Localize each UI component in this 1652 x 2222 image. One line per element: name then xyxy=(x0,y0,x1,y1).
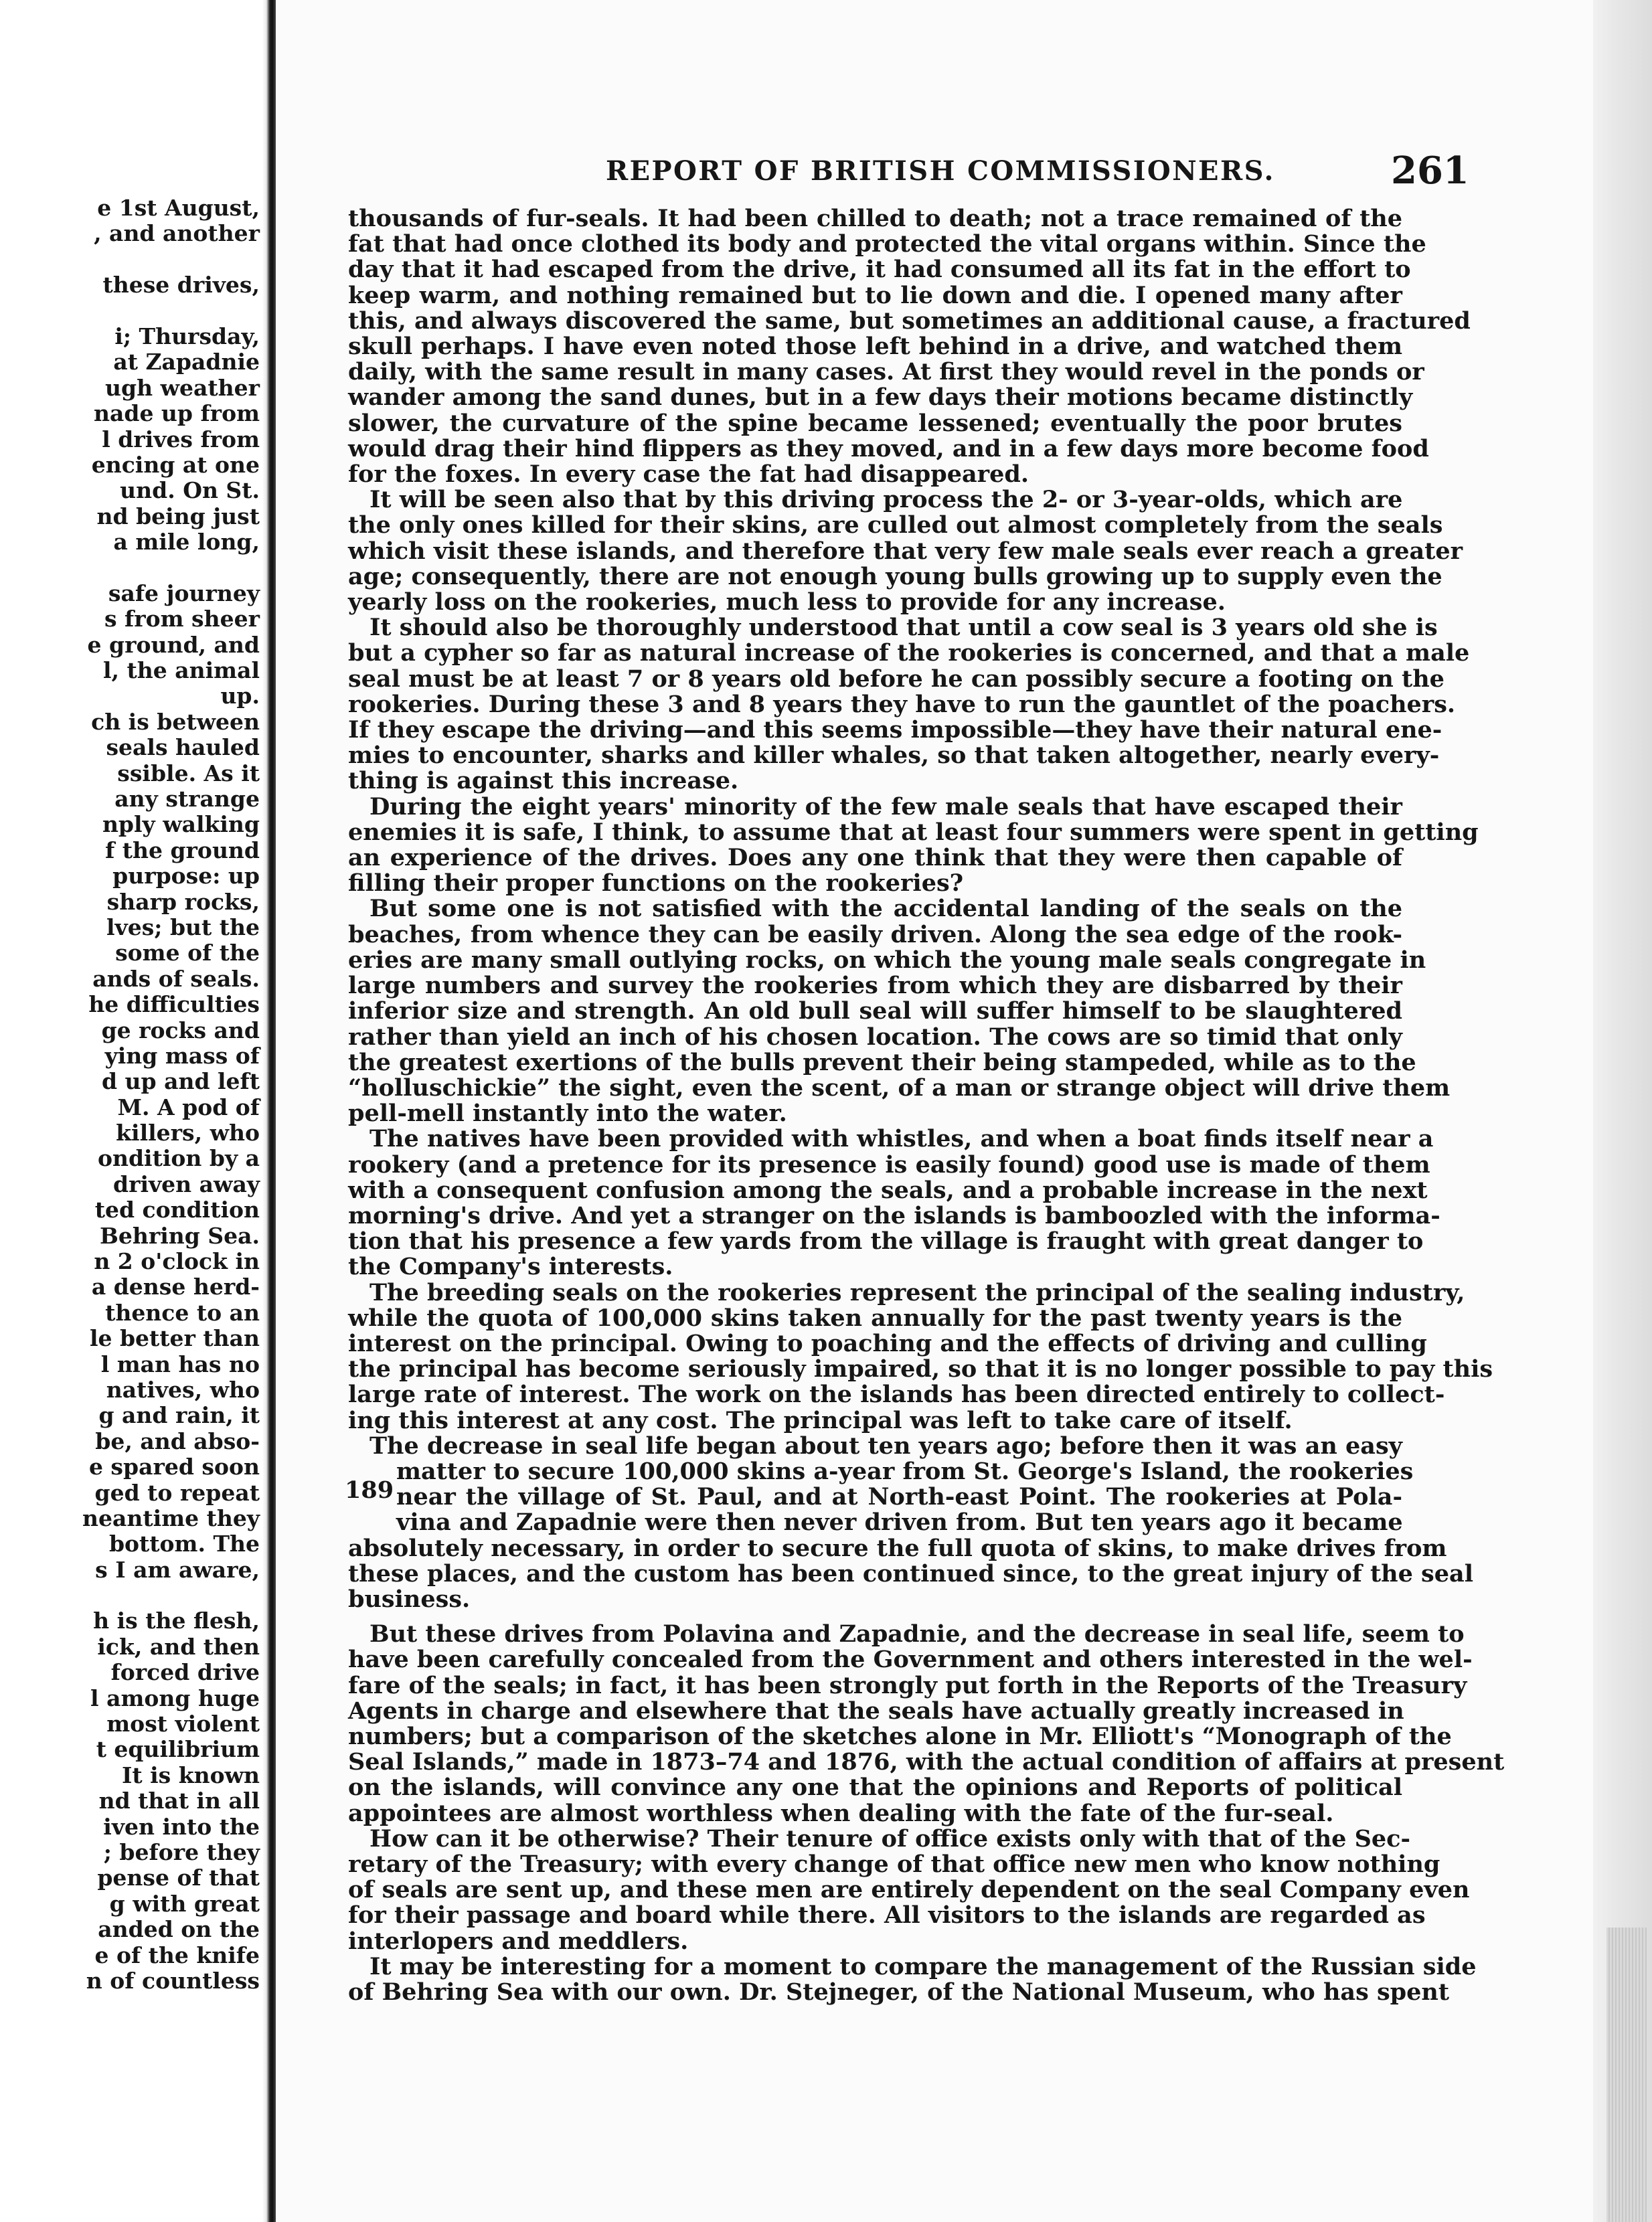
text-line: pell-mell instantly into the water. xyxy=(348,1100,787,1128)
text-line: The natives have been provided with whistles, and when a boat finds itself near a xyxy=(369,1125,1434,1153)
left-page-line: these drives, xyxy=(102,272,260,298)
left-page-line: iven into the xyxy=(103,1813,260,1840)
left-page-line: a mile long, xyxy=(113,529,260,556)
left-page-line: pense of that xyxy=(97,1865,260,1891)
left-page-line: most violent xyxy=(106,1711,260,1737)
left-page-line: ssible. As it xyxy=(117,760,260,786)
left-page-line: anded on the xyxy=(98,1916,260,1943)
body-text xyxy=(348,205,1505,2006)
left-page-line: lves; but the xyxy=(106,914,260,940)
text-line: which visit these islands, and therefore that very few male seals ever reach a greater xyxy=(348,537,1463,565)
text-line: ing this interest at any cost. The principal was left to take care of itself. xyxy=(348,1406,1293,1434)
paragraph xyxy=(348,486,1463,616)
left-page-line: nd that in all xyxy=(98,1788,260,1814)
margin-note: 189 xyxy=(345,1476,394,1504)
paragraph xyxy=(348,792,1479,898)
left-page-line: ged to repeat xyxy=(94,1479,260,1506)
text-line: How can it be otherwise? Their tenure of office exists only with that of the Sec- xyxy=(369,1824,1411,1853)
text-line: large numbers and survey the rookeries from which they are disbarred by their xyxy=(348,972,1402,1000)
left-page-line: forced drive xyxy=(110,1659,260,1686)
paragraph xyxy=(348,1432,1474,1613)
left-page-line: safe journey xyxy=(108,580,260,606)
text-line: the only ones killed for their skins, are culled out almost completely from the seals xyxy=(348,511,1443,539)
text-line: appointees are almost worthless when dealing with the fate of the fur-seal. xyxy=(348,1799,1334,1827)
left-page-line: e ground, and xyxy=(87,631,260,658)
text-line: rookery (and a pretence for its presence is easily found) good use is made of them xyxy=(348,1150,1430,1179)
left-page-line: natives, who xyxy=(106,1376,260,1403)
left-page-line: nd being just xyxy=(96,503,260,529)
text-line: morning's drive. And yet a stranger on the islands is bamboozled with the informa- xyxy=(348,1201,1440,1229)
paragraph xyxy=(348,614,1470,795)
text-line: interlopers and meddlers. xyxy=(348,1927,689,1955)
left-page-line: g and rain, it xyxy=(98,1402,260,1429)
text-line: this, and always discovered the same, but sometimes an additional cause, a fractured xyxy=(348,307,1471,335)
paragraph xyxy=(348,1620,1505,1827)
text-line: of seals are sent up, and these men are entirely dependent on the seal Company even xyxy=(348,1876,1470,1904)
text-line: large rate of interest. The work on the islands has been directed entirely to collect- xyxy=(348,1381,1445,1409)
left-page-line: nade up from xyxy=(94,400,260,427)
left-page-line: le better than xyxy=(89,1325,260,1352)
left-page-line: be, and abso- xyxy=(95,1428,260,1454)
left-page-line: bottom. The xyxy=(108,1531,260,1557)
text-line: have been carefully concealed from the Government and others interested in the wel- xyxy=(348,1646,1473,1674)
left-page-line: he difficulties xyxy=(88,991,260,1018)
text-line: It may be interesting for a moment to compare the management of the Russian side xyxy=(369,1952,1477,1980)
left-page-line: l among huge xyxy=(90,1685,260,1711)
text-line: fare of the seals; in fact, it has been strongly put forth in the Reports of the Treasury xyxy=(348,1671,1467,1699)
text-line: skull perhaps. I have even noted those left behind in a drive, and watched them xyxy=(348,333,1402,361)
text-line: beaches, from whence they can be easily driven. Along the sea edge of the rook- xyxy=(348,920,1402,948)
left-page-line: h is the flesh, xyxy=(93,1608,260,1634)
running-head: REPORT OF BRITISH COMMISSIONERS. xyxy=(606,155,1275,187)
book-gutter xyxy=(262,0,276,2222)
text-line: retary of the Treasury; with every change of that office new men who know nothing xyxy=(348,1851,1440,1878)
left-page-line xyxy=(0,247,260,272)
text-line: During the eight years' minority of the few male seals that have escaped their xyxy=(369,792,1402,821)
text-line: daily, with the same result in many cases. At first they would revel in the ponds or xyxy=(348,358,1424,386)
text-line: inferior size and strength. An old bull seal will suffer himself to be slaughtered xyxy=(348,997,1402,1025)
left-page-line: ; before they xyxy=(103,1839,260,1865)
left-page-line xyxy=(0,298,260,324)
text-line: matter to secure 100,000 skins a-year from St. George's Island, the rookeries xyxy=(396,1457,1414,1485)
page-edge xyxy=(1593,0,1652,2222)
text-line: If they escape the driving—and this seems impossible—they have their natural ene- xyxy=(348,716,1442,744)
text-line: eries are many small outlying rocks, on which the young male seals congregate in xyxy=(348,946,1426,974)
left-page-line: s from sheer xyxy=(104,606,260,632)
left-page-line: n 2 o'clock in xyxy=(94,1248,260,1275)
left-page-line: sharp rocks, xyxy=(106,888,260,915)
left-page-line: thence to an xyxy=(105,1299,260,1326)
text-line: thousands of fur-seals. It had been chilled to death; not a trace remained of the xyxy=(348,205,1402,232)
left-page-line: ted condition xyxy=(94,1197,260,1223)
text-line: for the foxes. In every case the fat had disappeared. xyxy=(348,460,1029,489)
left-page-line: killers, who xyxy=(116,1120,260,1146)
text-line: seal must be at least 7 or 8 years old before he can possibly secure a footing on the xyxy=(348,665,1444,693)
text-line: slower, the curvature of the spine became lessened; eventually the poor brutes xyxy=(348,409,1402,437)
left-page-line: ugh weather xyxy=(105,374,260,401)
text-line: but a cypher so far as natural increase of the rookeries is concerned, and that a male xyxy=(348,639,1470,667)
text-line: fat that had once clothed its body and protected the vital organs within. Since the xyxy=(348,230,1426,258)
text-line: the greatest exertions of the bulls prevent their being stampeded, while as to the xyxy=(348,1048,1416,1076)
left-page-line xyxy=(0,1583,260,1608)
text-line: age; consequently, there are not enough young bulls growing up to supply even the xyxy=(348,562,1442,590)
left-page-line: ge rocks and xyxy=(101,1017,260,1043)
text-line: with a consequent confusion among the seals, and a probable increase in the next xyxy=(348,1176,1428,1204)
text-line: of Behring Sea with our own. Dr. Stejneger, of the National Museum, who has spent xyxy=(348,1978,1450,2006)
text-line: But some one is not satisfied with the accidental landing of the seals on the xyxy=(369,895,1402,923)
left-page-line: , and another xyxy=(94,220,260,247)
left-page-line: some of the xyxy=(115,940,260,966)
left-page-line: d up and left xyxy=(101,1068,260,1095)
text-line: an experience of the drives. Does any one think that they were then capable of xyxy=(348,844,1402,872)
text-line: The breeding seals on the rookeries represent the principal of the sealing industry, xyxy=(369,1278,1465,1306)
left-page-line: purpose: up xyxy=(112,863,260,889)
left-page-line: e of the knife xyxy=(94,1942,260,1968)
text-line: wander among the sand dunes, but in a few days their motions became distinctly xyxy=(348,383,1413,412)
left-page-line: s I am aware, xyxy=(95,1556,260,1583)
left-page-line: t equilibrium xyxy=(96,1736,260,1763)
left-page-line: seals hauled xyxy=(106,734,260,761)
text-line: It should also be thoroughly understood that until a cow seal is 3 years old she is xyxy=(369,614,1438,642)
text-line: the principal has become seriously impaired, so that it is no longer possible to pay this xyxy=(348,1355,1493,1383)
left-page-line: und. On St. xyxy=(120,477,260,504)
text-line: It will be seen also that by this driving process the 2- or 3-year-olds, which are xyxy=(369,486,1403,514)
text-line: Agents in charge and elsewhere that the seals have actually greatly increased in xyxy=(348,1697,1404,1725)
paragraph xyxy=(348,895,1451,1128)
left-page-line: ch is between xyxy=(91,708,260,735)
text-line: absolutely necessary, in order to secure the full quota of skins, to make drives from xyxy=(348,1534,1447,1562)
left-page-line: l man has no xyxy=(100,1351,260,1377)
page-number: 261 xyxy=(1391,149,1469,193)
page-edge-stack xyxy=(1606,1928,1647,2222)
paragraph xyxy=(348,1125,1440,1281)
text-line: vina and Zapadnie were then never driven from. But ten years ago it became xyxy=(396,1509,1403,1537)
text-line: yearly loss on the rookeries, much less to provide for any increase. xyxy=(348,588,1226,616)
left-page-line: nply walking xyxy=(102,811,260,838)
left-page-line: any strange xyxy=(114,785,260,812)
left-page-line: ands of seals. xyxy=(92,965,260,992)
paragraph xyxy=(348,1824,1470,1955)
paragraph xyxy=(348,205,1471,489)
left-page-line xyxy=(0,555,260,580)
left-page-line: M. A pod of xyxy=(117,1094,260,1120)
text-line: the Company's interests. xyxy=(348,1253,673,1281)
left-page-line: It is known xyxy=(121,1762,260,1788)
left-page-line: ondition by a xyxy=(97,1145,260,1172)
left-page-line: n of countless xyxy=(86,1967,260,1994)
text-line: numbers; but a comparison of the sketches alone in Mr. Elliott's “Monograph of the xyxy=(348,1722,1452,1750)
left-page-line: i; Thursday, xyxy=(114,323,260,349)
text-line: The decrease in seal life began about ten years ago; before then it was an easy xyxy=(369,1432,1402,1460)
text-line: rather than yield an inch of his chosen location. The cows are so timid that only xyxy=(348,1023,1402,1051)
left-page-fragment xyxy=(0,0,268,2222)
text-line: Seal Islands,” made in 1873–74 and 1876, with the actual condition of affairs at present xyxy=(348,1748,1505,1776)
left-page-line: Behring Sea. xyxy=(99,1222,260,1249)
text-line: for their passage and board while there. All visitors to the islands are regarded as xyxy=(348,1901,1426,1930)
paragraph xyxy=(348,1952,1477,2006)
text-line: But these drives from Polavina and Zapadnie, and the decrease in seal life, seem to xyxy=(369,1620,1465,1648)
left-page-line: a dense herd- xyxy=(91,1274,260,1300)
text-line: filling their proper functions on the rookeries? xyxy=(348,869,964,898)
text-line: “holluschickie” the sight, even the scent, of a man or strange object will drive them xyxy=(348,1074,1451,1102)
text-line: would drag their hind flippers as they moved, and in a few days more become food xyxy=(348,434,1429,462)
text-line: while the quota of 100,000 skins taken annually for the past twenty years is the xyxy=(348,1304,1402,1332)
text-line: tion that his presence a few yards from the village is fraught with great danger to xyxy=(348,1227,1424,1256)
left-page-line: g with great xyxy=(109,1890,260,1917)
text-line: interest on the principal. Owing to poaching and the effects of driving and culling xyxy=(348,1329,1427,1357)
left-page-text xyxy=(0,195,260,1994)
text-line: mies to encounter, sharks and killer whales, so that taken altogether, nearly every- xyxy=(348,742,1440,770)
text-line: thing is against this increase. xyxy=(348,767,739,795)
left-page-line: e 1st August, xyxy=(97,195,260,221)
paragraph xyxy=(348,1278,1493,1434)
left-page-line: up. xyxy=(220,683,260,709)
text-line: enemies it is safe, I think, to assume that at least four summers were spent in getting xyxy=(348,818,1479,846)
text-line: on the islands, will convince any one that the opinions and Reports of political xyxy=(348,1774,1402,1802)
left-page-line: neantime they xyxy=(82,1505,260,1531)
left-page-line: f the ground xyxy=(105,837,260,863)
left-page-line: e spared soon xyxy=(88,1454,260,1480)
left-page-line: encing at one xyxy=(91,451,260,478)
text-line: day that it had escaped from the drive, it had consumed all its fat in the effort to xyxy=(348,256,1411,284)
left-page-line: l, the animal xyxy=(103,657,260,684)
left-page-line: driven away xyxy=(113,1171,260,1197)
left-page-line: l drives from xyxy=(102,426,260,452)
text-line: rookeries. During these 3 and 8 years they have to run the gauntlet of the poachers. xyxy=(348,690,1456,718)
left-page-line: ick, and then xyxy=(97,1633,260,1660)
text-line: business. xyxy=(348,1585,471,1613)
text-line: these places, and the custom has been continued since, to the great injury of the seal xyxy=(348,1559,1474,1588)
left-page-line: ying mass of xyxy=(104,1042,260,1069)
text-line: near the village of St. Paul, and at North-east Point. The rookeries at Pola- xyxy=(396,1483,1402,1511)
left-page-line: at Zapadnie xyxy=(113,349,260,375)
text-line: keep warm, and nothing remained but to lie down and die. I opened many after xyxy=(348,281,1402,309)
